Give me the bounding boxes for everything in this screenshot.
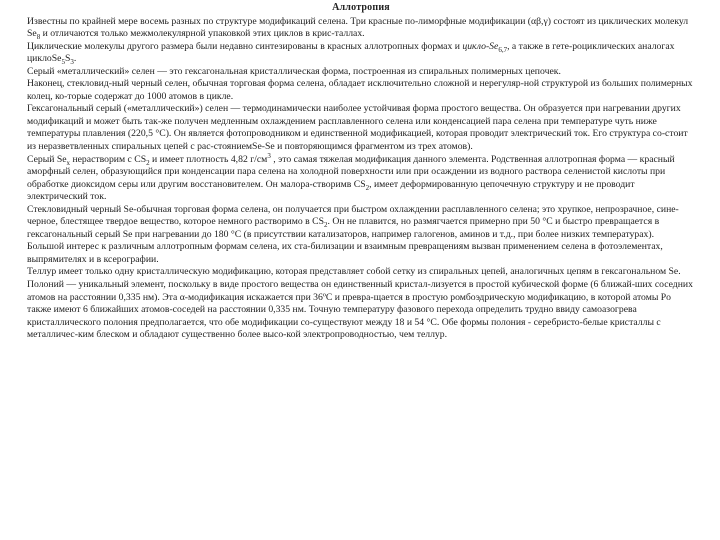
text-run: 3	[70, 58, 74, 67]
text-run: 6,7	[498, 45, 508, 54]
text-run: 3	[267, 151, 271, 160]
text-run: Стекловидный черный Se-обычная торговая форма селена, он получается при быстром охлаждении расплавленного селена; это хрупкое, непрозрачное, сине-черное, блестящее твердое вещество, которое немного растворимо в CS	[27, 203, 679, 228]
text-run: , это самая тяжелая модификация данного элемента. Родственная аллотропная форма — красный аморфный селен, образующийся при конденсации пара селена на холодной поверхности или при осаждении из водного раствора селенистой кислоты при обработке диоксидом серы или другим восстановителем. Он малора-створимв CS	[27, 153, 675, 190]
text-run: Гексагональный серый («металлический») селен — термодинамически наиболее устойчивая форма простого вещества. Он образуется при нагревании других модификаций и может быть так-же получен медленным охлаждением расплавленного селена или конденсацией пара селена при температуре чуть ниже температуры плавления (220,5 °C). Он является фотопроводником и единственной модификацией, которая проводит электрический ток. Его структура со-стоит из неразветвленных спиральных цепей с рас-стояниемSe-Se и повторяющимся фрагментом из трех атомов).	[27, 103, 688, 153]
text-run: цикло-Se	[462, 40, 499, 52]
text-run: , а также в гете-роциклических аналогах циклоSe	[27, 40, 675, 65]
text-run: Наконец, стекловид-ный черный селен, обычная торговая форма селена, обладает исключительно сложной и нерегуляр-ной структурой из больших полимерных колец, ко-торые содержат до 1000 атомов в цикле.	[27, 78, 693, 102]
text-run: , имеет деформированную цепочечную структуру и не проводит электрический ток.	[27, 178, 635, 203]
page-title: Аллотропия	[332, 2, 390, 13]
paragraph	[27, 151, 695, 204]
paragraph	[27, 16, 695, 41]
paragraph	[27, 103, 695, 153]
document-body	[27, 16, 695, 342]
text-run: 8	[36, 33, 41, 42]
text-run: 5	[61, 58, 65, 67]
text-run: Большой интерес к различным аллотропным формам селена, их ста-билизации и взаимным превращениям вызван применением селена в фотоэлементах, выпрямителях и в ксерографии.	[27, 241, 663, 265]
text-run: Циклические молекулы другого размера были недавно синтезированы в красных аллотропных формах и	[27, 40, 463, 52]
text-run: Теллур имеет только одну кристаллическую модификацию, которая представляет собой сетку из спиральных цепей, аналогичных цепям в гексагональном Se.	[27, 266, 681, 278]
paragraph	[27, 41, 695, 66]
text-run: 2	[146, 158, 150, 167]
text-run: 2	[365, 183, 370, 192]
text-run: 2	[323, 221, 328, 230]
paragraph	[27, 266, 695, 279]
text-run: . Он не плавится, но размягчается примерно при 50 °C и быстро превращается в гексагональный серый Se при нагревании до 180 °C (в присутствии катализаторов, например галогенов, аминов и т.д., при более низких температурах).	[27, 216, 660, 240]
paragraph	[27, 279, 695, 342]
paragraph	[27, 204, 695, 242]
text-run: Полоний — уникальный элемент, поскольку в виде простого вещества он единственный кристал-лизуется в простой кубической форме (6 ближай-ших соседних атомов на расстоянии 0,335 нм). Эта α-модификация искажается при 36ºC и превра-щается в простую ромбоэдрическую модификацию, в которой атомы Po также имеют 6 ближайших атомов-соседей на расстоянии 0,335 нм. Точную температуру фазового перехода определить трудно ввиду самоазогрева кристаллического полония предполагается, что обе модификации со-существуют между 18 и 54 °C. Обе формы полония - серебристо-белые кристаллы с металличес-ким блеском и обладают существенно более высо-кой электропроводностью, чем теллур.	[27, 279, 693, 341]
text-run: Известны по крайней мере восемь разных по структуре модификаций селена. Три красные по-лиморфные модификации (αβ,γ) состоят из циклических молекул Se	[27, 15, 689, 40]
text-run: .	[73, 53, 77, 65]
text-run: S	[64, 53, 71, 65]
text-run: Серый «металлический» селен — это гексагональная кристаллическая форма, построенная из спиральных полимерных цепочек.	[27, 65, 561, 77]
text-run: Серый Se	[27, 153, 67, 165]
text-run: x	[66, 158, 71, 167]
paragraph	[27, 241, 695, 266]
paragraph	[27, 66, 695, 79]
text-run: и отличаются только межмолекулярной упаковкой этих циклов в крис-таллах.	[40, 28, 365, 40]
text-run: нерастворим с CS	[70, 153, 147, 165]
text-run: и имеет плотность 4,82 г/см	[149, 153, 268, 165]
document-page	[27, 2, 695, 342]
paragraph	[27, 78, 695, 103]
